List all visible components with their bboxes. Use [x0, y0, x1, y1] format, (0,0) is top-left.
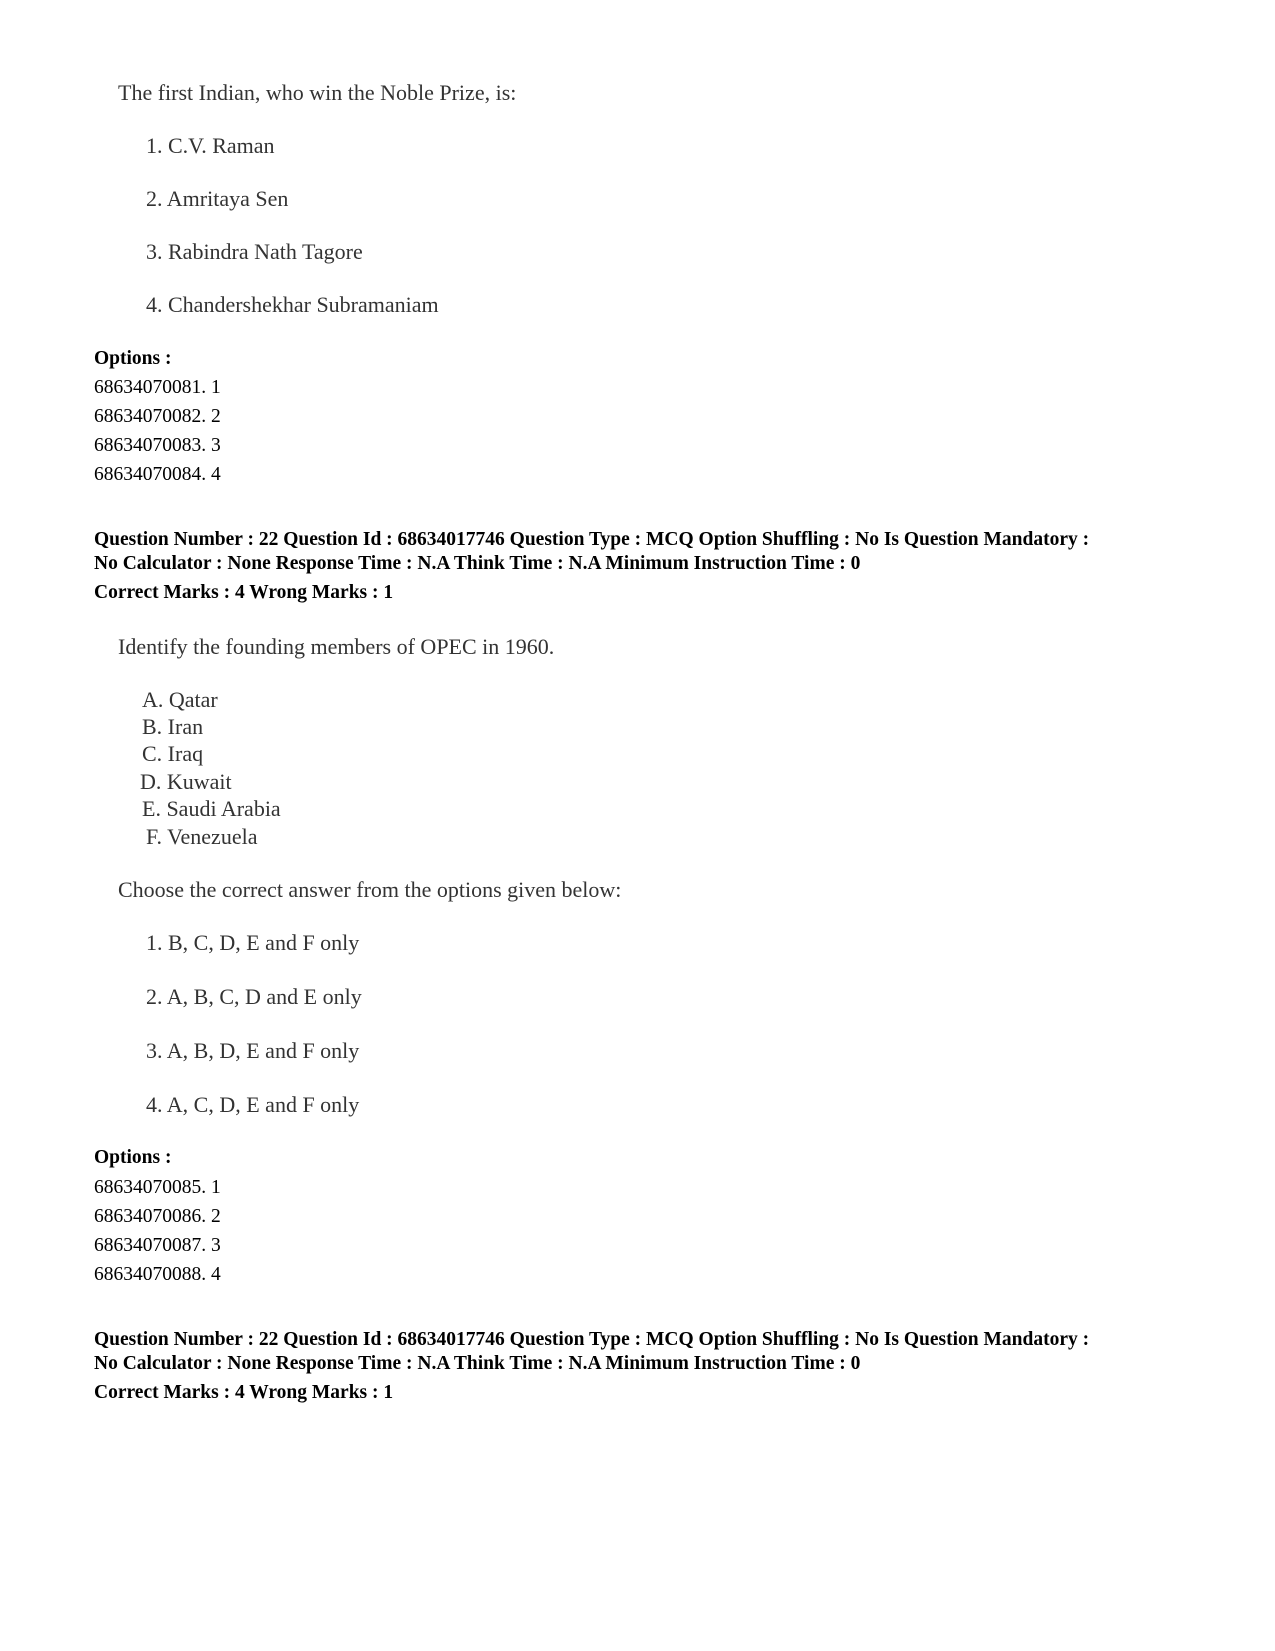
answer-choice: 1. C.V. Raman — [146, 133, 275, 158]
answer-choice: 2. A, B, C, D and E only — [146, 984, 362, 1009]
marks-line: Correct Marks : 4 Wrong Marks : 1 — [94, 582, 394, 603]
statement-item: D. Kuwait — [140, 769, 232, 794]
option-id-line: 68634070081. 1 — [94, 377, 221, 398]
marks-line: Correct Marks : 4 Wrong Marks : 1 — [94, 1382, 394, 1403]
option-id-line: 68634070085. 1 — [94, 1177, 221, 1198]
option-id-line: 68634070086. 2 — [94, 1206, 221, 1227]
statement-item: A. Qatar — [142, 687, 218, 712]
option-id-line: 68634070087. 3 — [94, 1235, 221, 1256]
question-header-line: No Calculator : None Response Time : N.A Think Time : N.A Minimum Instruction Time : 0 — [94, 553, 861, 574]
statement-item: F. Venezuela — [146, 824, 258, 849]
option-id-line: 68634070082. 2 — [94, 406, 221, 427]
options-label: Options : — [94, 348, 172, 369]
option-id-line: 68634070088. 4 — [94, 1264, 221, 1285]
question-header-line: Question Number : 22 Question Id : 68634017746 Question Type : MCQ Option Shuffling : No Is Question Mandatory : — [94, 1329, 1090, 1350]
question-text: The first Indian, who win the Noble Prize, is: — [118, 80, 517, 105]
statement-item: C. Iraq — [142, 741, 204, 766]
option-id-line: 68634070083. 3 — [94, 435, 221, 456]
answer-choice: 1. B, C, D, E and F only — [146, 930, 360, 955]
question-text: Identify the founding members of OPEC in 1960. — [118, 634, 555, 659]
answer-choice: 4. A, C, D, E and F only — [146, 1092, 360, 1117]
options-label: Options : — [94, 1147, 172, 1168]
statement-item: E. Saudi Arabia — [142, 796, 281, 821]
answer-choice: 4. Chandershekhar Subramaniam — [146, 292, 439, 317]
statement-item: B. Iran — [142, 714, 204, 739]
answer-choice: 2. Amritaya Sen — [146, 186, 289, 211]
instruction-text: Choose the correct answer from the options given below: — [118, 877, 622, 902]
answer-choice: 3. Rabindra Nath Tagore — [146, 239, 363, 264]
answer-choice: 3. A, B, D, E and F only — [146, 1038, 360, 1063]
question-header-line: Question Number : 22 Question Id : 68634017746 Question Type : MCQ Option Shuffling : No Is Question Mandatory : — [94, 529, 1090, 550]
option-id-line: 68634070084. 4 — [94, 464, 221, 485]
question-header-line: No Calculator : None Response Time : N.A Think Time : N.A Minimum Instruction Time : 0 — [94, 1353, 861, 1374]
